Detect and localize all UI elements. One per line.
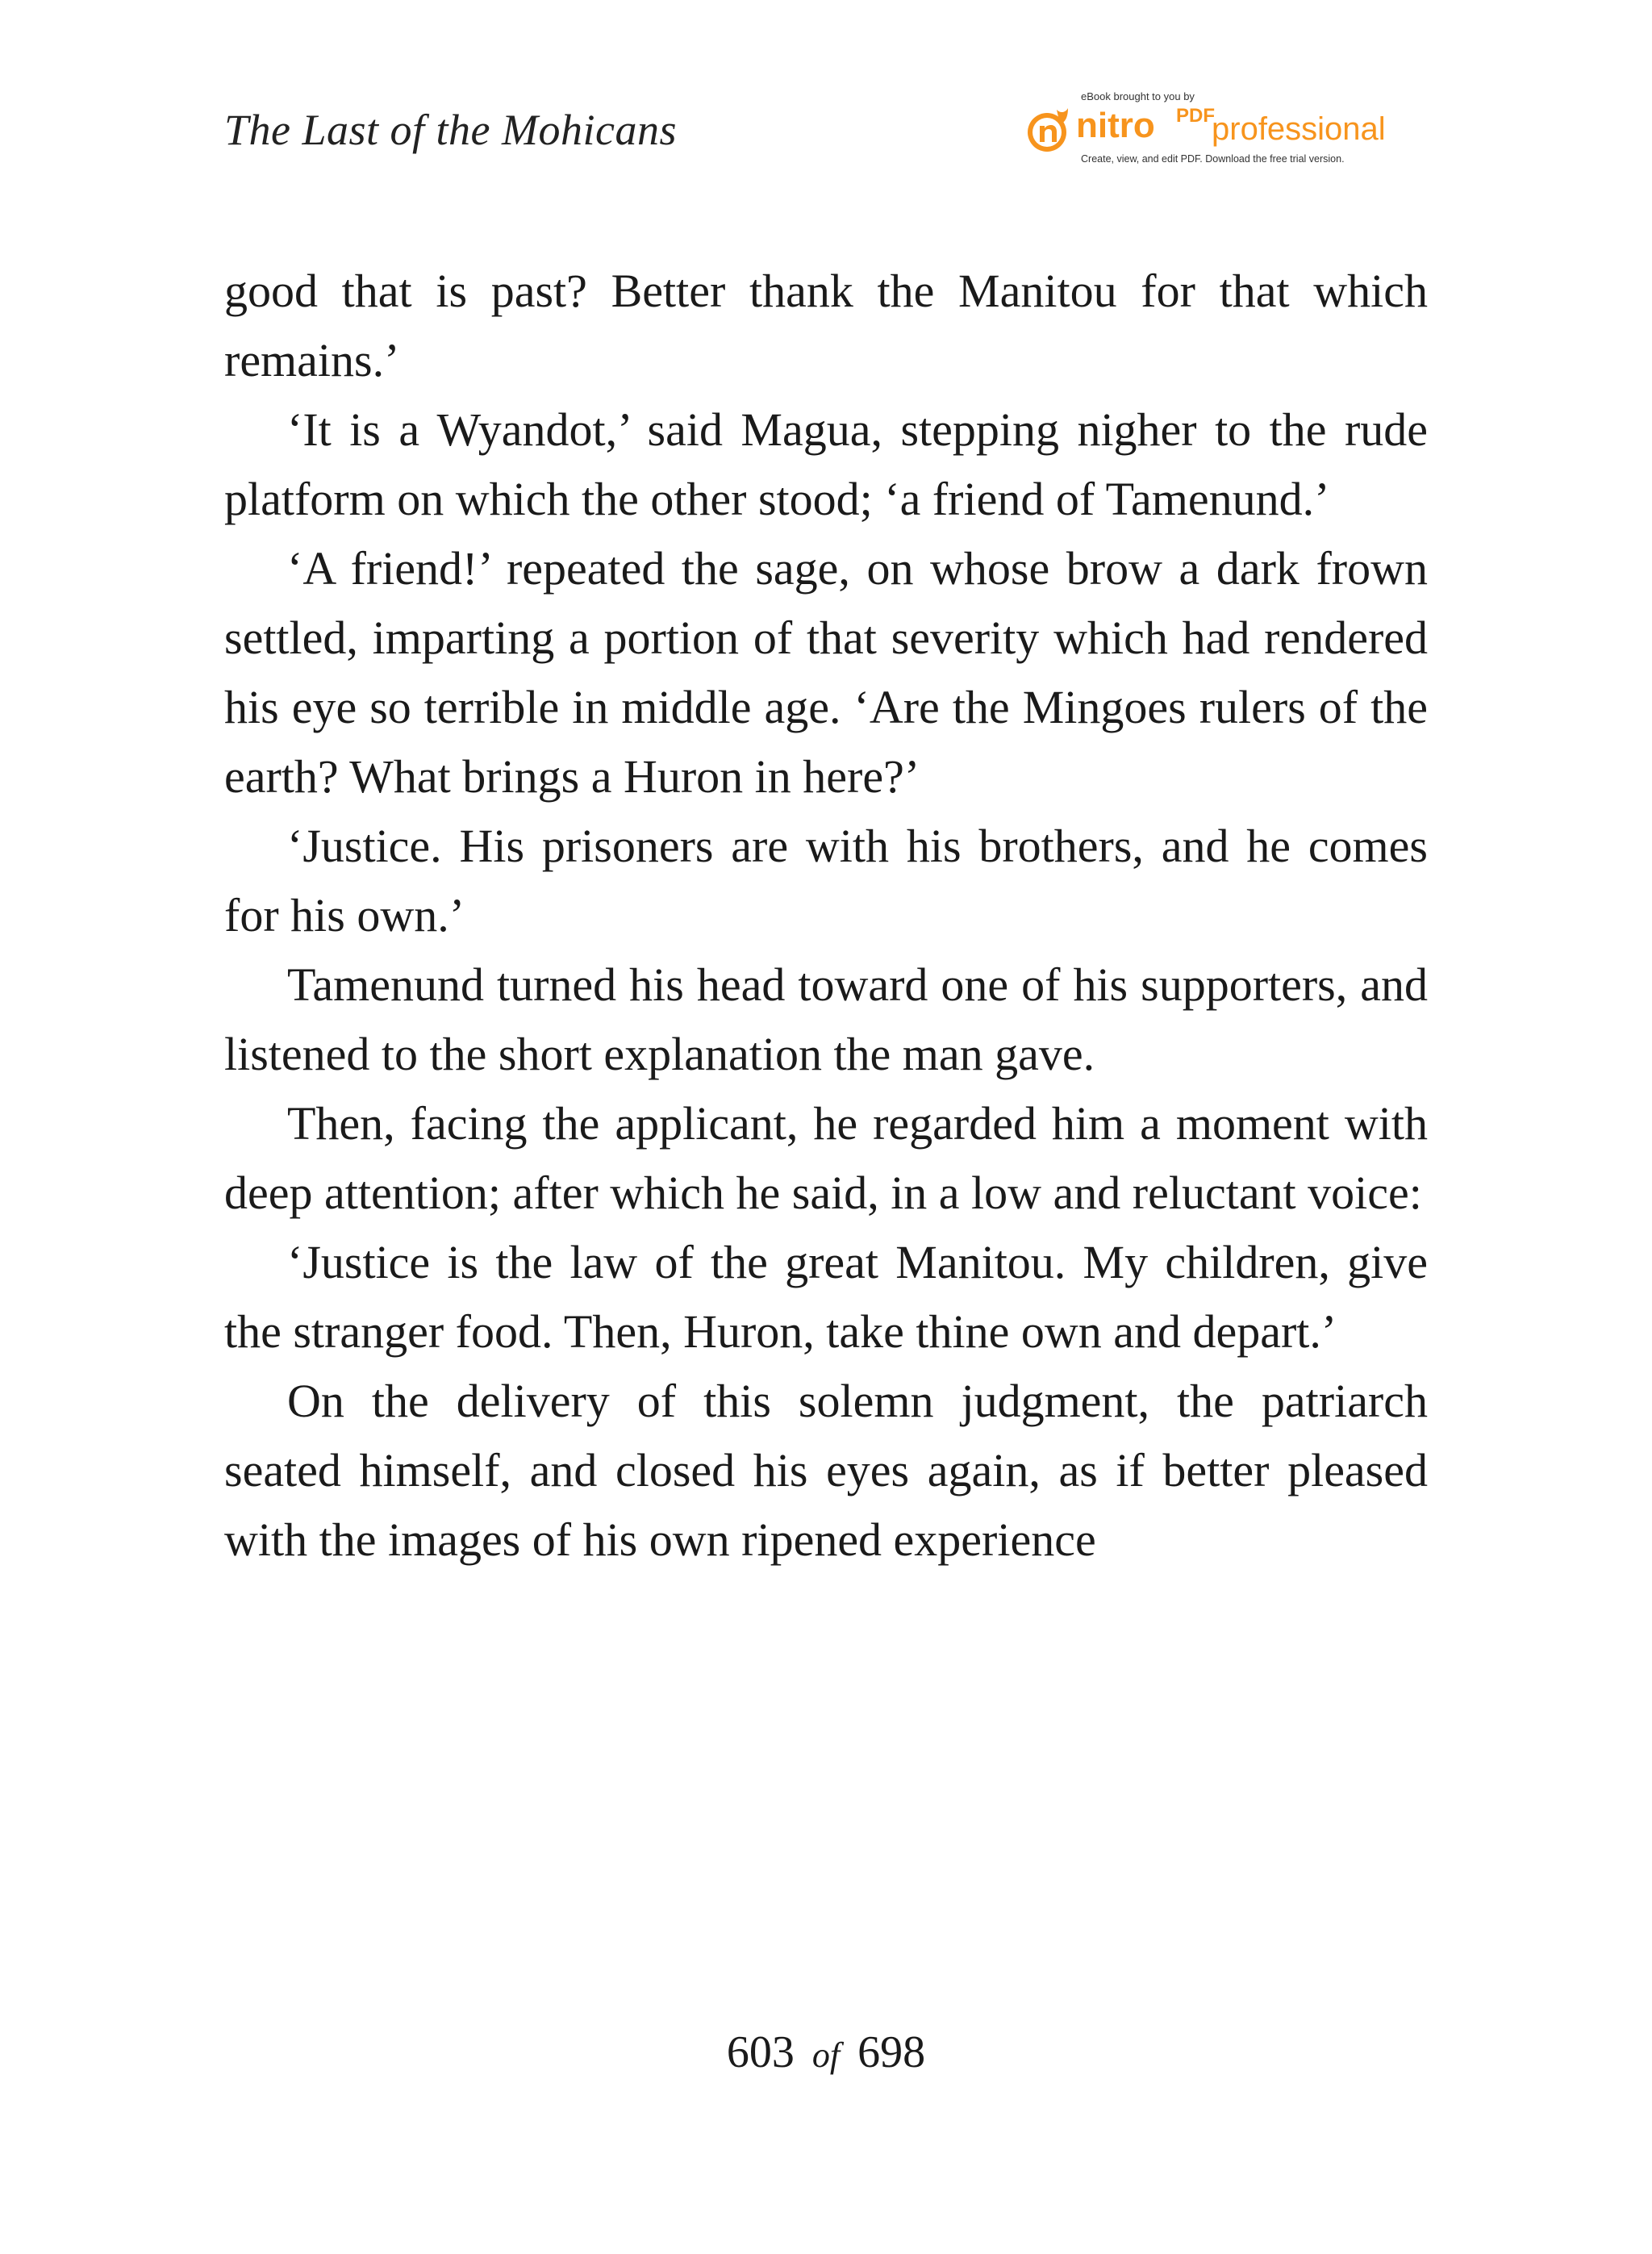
ad-brand-superscript: PDF [1176,105,1215,127]
page-separator: of [811,2035,841,2075]
ad-product-name: professional [1212,111,1386,147]
ad-subtext: Create, view, and edit PDF. Download the free trial version. [1081,153,1345,165]
book-text [224,257,1428,1575]
total-pages: 698 [857,2027,926,2077]
nitro-flame-logo-icon [1024,106,1071,153]
ad-tagline: eBook brought to you by [1081,90,1195,102]
paragraph: Tamenund turned his head toward one of his supporters, and listened to the short explanation the man gave. [224,958,1428,1080]
nitro-ad-banner[interactable] [1024,90,1444,171]
paragraph: Then, facing the applicant, he regarded him a moment with deep attention; after which he said, in a low and reluctant voice: [224,1097,1428,1219]
paragraph: ‘Justice. His prisoners are with his brothers, and he comes for his own.’ [224,820,1428,941]
paragraph: ‘A friend!’ repeated the sage, on whose brow a dark frown settled, imparting a portion of that severity which had rendered his eye so terrible in middle age. ‘Are the Mingoes rulers of the earth? What brings a Huron in here?’ [224,542,1428,803]
running-title: The Last of the Mohicans [224,106,677,154]
paragraph: ‘It is a Wyandot,’ said Magua, stepping nigher to the rude platform on which the other stood; ‘a friend of Tamenund.’ [224,403,1428,525]
paragraph: On the delivery of this solemn judgment, the patriarch seated himself, and closed his eyes again, as if better pleased with the images of his own ripened experience [224,1375,1428,1566]
paragraph: ‘Justice is the law of the great Manitou. My children, give the stranger food. Then, Huron, take thine own and depart.’ [224,1236,1428,1358]
paragraph: good that is past? Better thank the Manitou for that which remains.’ [224,265,1428,386]
current-page: 603 [726,2027,795,2077]
ad-brand-name: nitro [1076,106,1155,145]
page-number [0,2027,1652,2078]
